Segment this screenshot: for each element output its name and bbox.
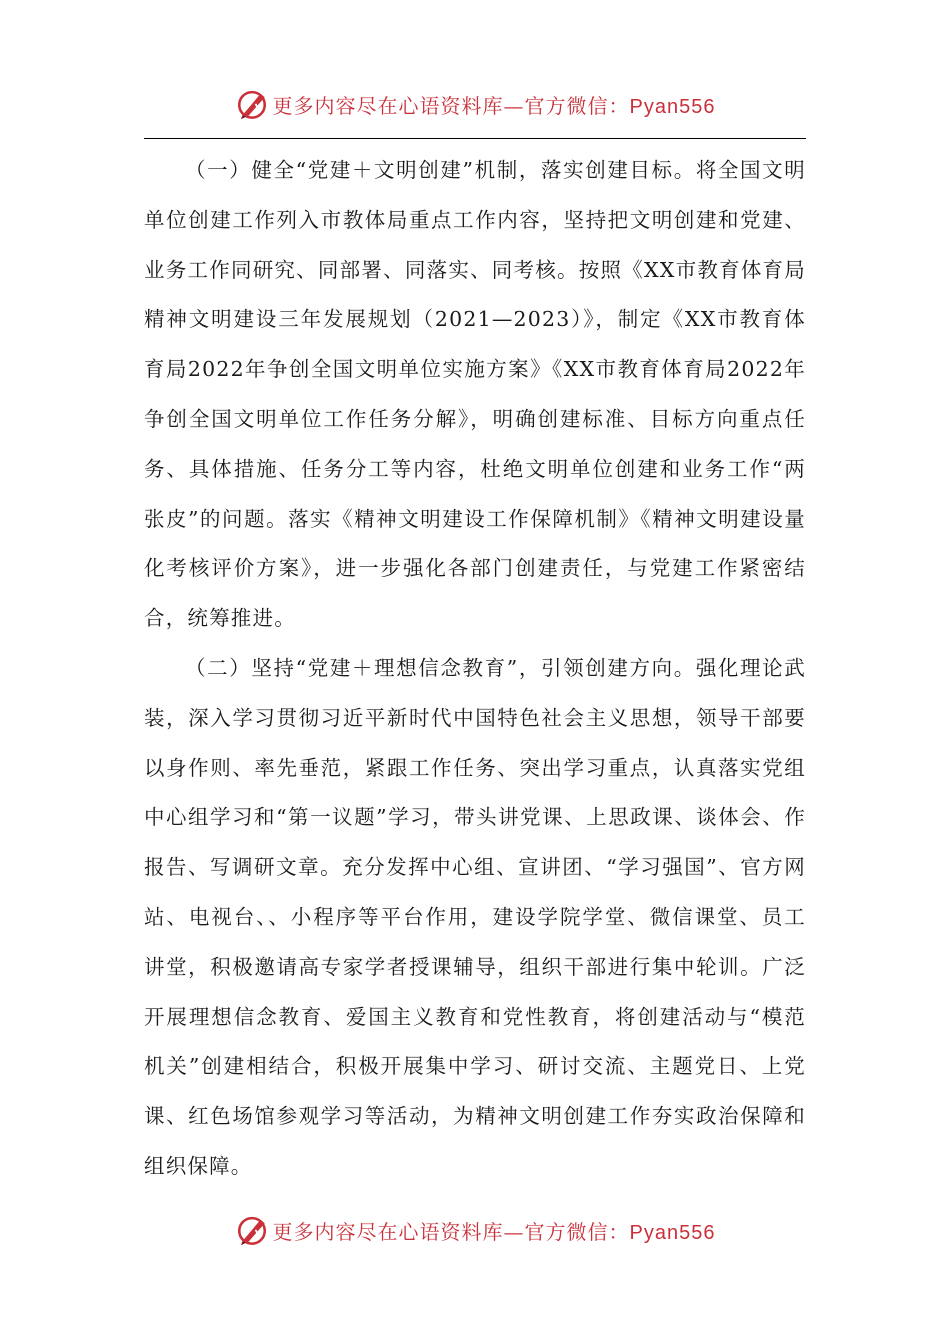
pen-in-circle-icon (235, 87, 269, 121)
watermark-text: 更多内容尽在心语资料库—官方微信：Pyan556 (272, 1219, 716, 1244)
document-body (144, 146, 806, 1192)
wechat-id: Pyan556 (629, 1221, 716, 1244)
header-watermark-banner (0, 84, 950, 124)
footer-watermark-banner (0, 1210, 950, 1250)
watermark-text: 更多内容尽在心语资料库—官方微信：Pyan556 (272, 93, 716, 118)
paragraph-1: （一）健全“党建＋文明创建”机制，落实创建目标。将全国文明单位创建工作列入市教体局重点工作内容，坚持把文明创建和党建、业务工作同研究、同部署、同落实、同考核。按照《XX市教育体育局精神文明建设三年发展规划（2021—2023）》，制定《XX市教育体育局2022年争创全国文明单位实施方案》《XX市教育体育局2022年争创全国文明单位工作任务分解》，明确创建标准、目标方向重点任务、具体措施、任务分工等内容，杜绝文明单位创建和业务工作“两张皮”的问题。落实《精神文明建设工作保障机制》《精神文明建设量化考核评价方案》，进一步强化各部门创建责任，与党建工作紧密结合，统筹推进。 (144, 158, 806, 631)
wechat-id: Pyan556 (629, 95, 716, 118)
header-divider (144, 138, 806, 139)
pen-in-circle-icon (235, 1213, 269, 1247)
paragraph-2: （二）坚持“党建＋理想信念教育”，引领创建方向。强化理论武装，深入学习贯彻习近平新时代中国特色社会主义思想，领导干部要以身作则、率先垂范，紧跟工作任务、突出学习重点，认真落实党组中心组学习和“第一议题”学习，带头讲党课、上思政课、谈体会、作报告、写调研文章。充分发挥中心组、宣讲团、“学习强国”、官方网站、电视台、、小程序等平台作用，建设学院学堂、微信课堂、员工讲堂，积极邀请高专家学者授课辅导，组织干部进行集中轮训。广泛开展理想信念教育、爱国主义教育和党性教育，将创建活动与“模范机关”创建相结合，积极开展集中学习、研讨交流、主题党日、上党课、红色场馆参观学习等活动，为精神文明创建工作夯实政治保障和组织保障。 (144, 655, 806, 1178)
